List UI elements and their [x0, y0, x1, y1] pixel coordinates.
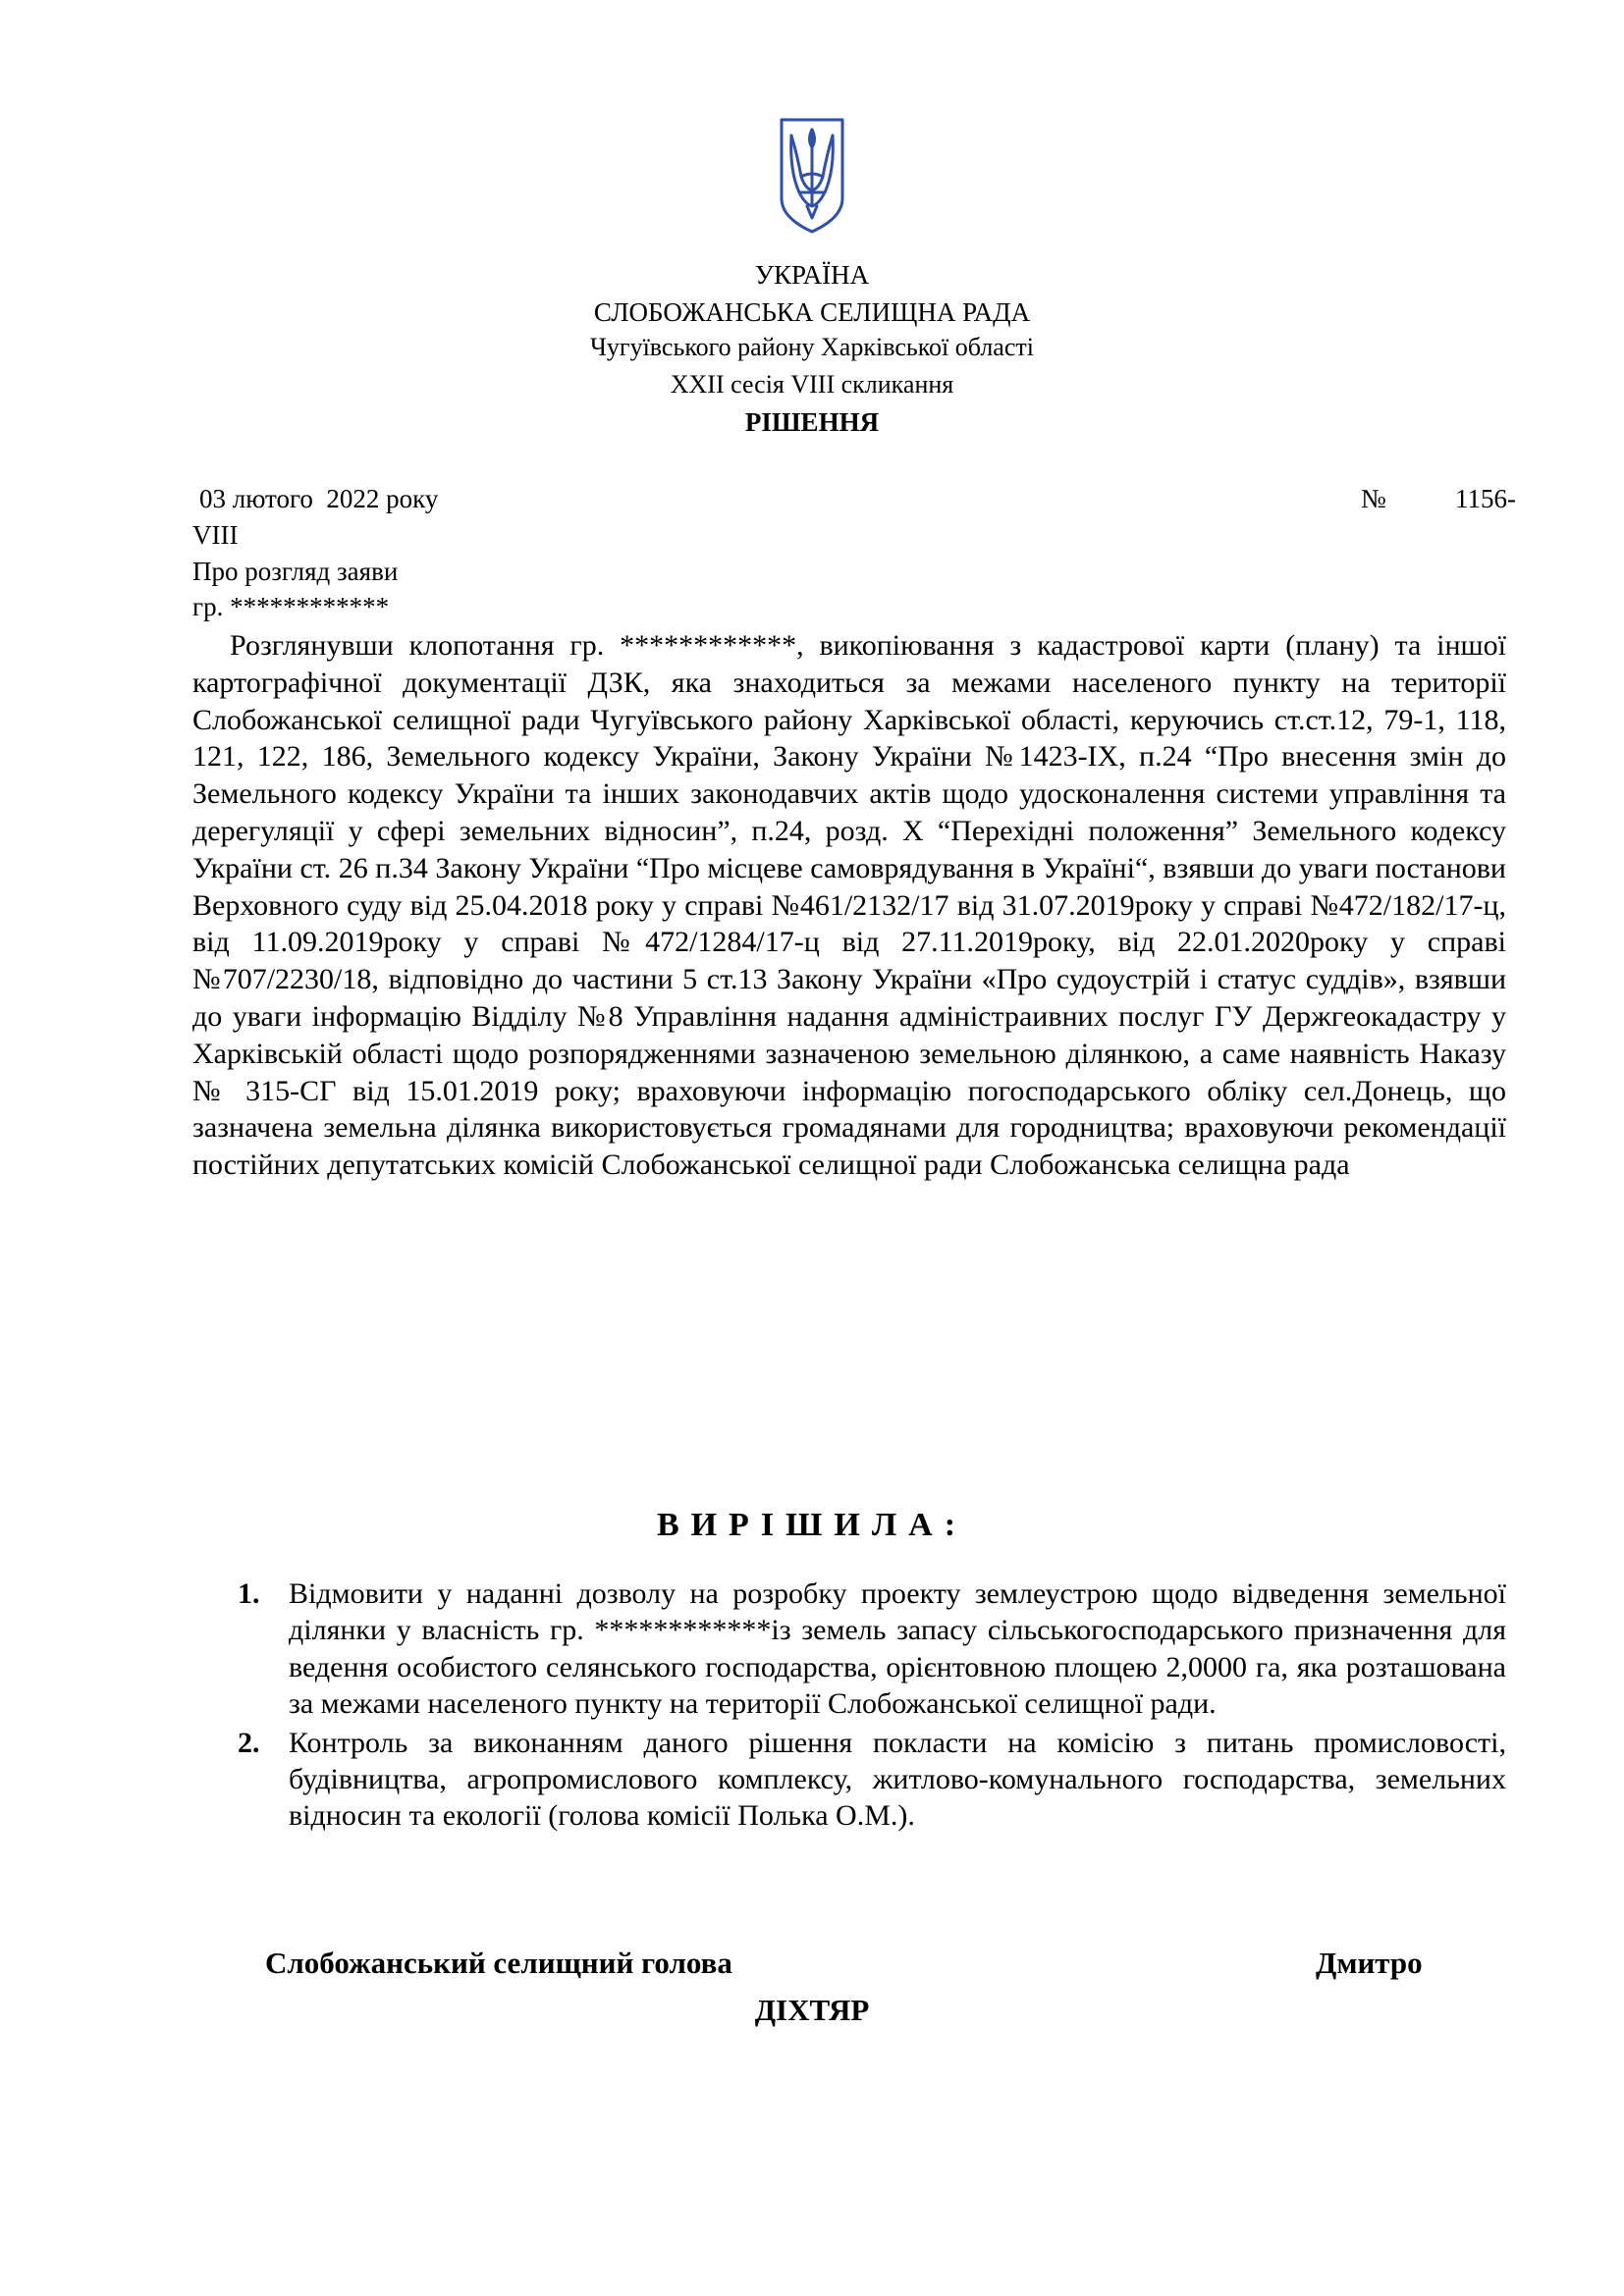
decision-number: 1156- — [1455, 484, 1516, 513]
header-council: СЛОБОЖАНСЬКА СЕЛИЩНА РАДА — [593, 297, 1031, 327]
coat-of-arms-icon — [778, 116, 846, 236]
signature-last-name: ДІХТЯР — [754, 1993, 870, 2027]
clauses-list — [192, 1575, 1506, 1837]
decision-number-convocation: VIII — [192, 520, 239, 550]
preamble-paragraph: Розглянувши клопотання гр. ************, викопіювання з кадастрової карти (плану) та іншої картографічної документації ДЗК, яка знаходиться за межами населеного пункту на території Слобожанської селищної ради Чугуївського району Харківської області, керуючись ст.ст.12, 79-1, 118, 121, 122, 186, Земельного кодексу України, Закону України №1423-IX, п.24 “Про внесення змін до Земельного кодексу України та інших законодавчих актів щодо удосконалення системи управління та дерегуляції у сфері земельних відносин”, п.24, розд. Х “Перехідні положення” Земельного кодексу України ст. 26 п.34 Закону України “Про місцеве самоврядування в Україні“, взявши до уваги постанови Верховного суду від 25.04.2018 року у справі №461/2132/17 від 31.07.2019року у справі №472/182/17-ц, від 11.09.2019року у справі №472/1284/17-ц від 27.11.2019року, від 22.01.2020року у справі №707/2230/18, відповідно до частини 5 ст.13 Закону України «Про судоустрій і статус суддів», взявши до уваги інформацію Відділу №8 Управління надання адміністраивних послуг ГУ Держгеокадастру у Харківській області щодо розпорядженнями зазначеною земельною ділянкою, а саме наявність Наказу № 315-СГ від 15.01.2019 року; враховуючи інформацію погосподарського обліку сел.Донець, що зазначена земельна ділянка використовується громадянами для городництва; враховуючи рекомендації постійних депутатських комісій Слобожанської селищної ради Слобожанська селищна рада — [192, 629, 1506, 1182]
number-sign: № — [1361, 484, 1386, 513]
clause-number: 2. — [238, 1726, 260, 1759]
subject-line-1: Про розгляд заяви — [192, 557, 399, 586]
clause-item — [192, 1575, 1506, 1723]
clause-number: 1. — [238, 1577, 260, 1610]
clause-text: Відмовити у наданні дозволу на розробку проекту землеустрою щодо відведення земельної ділянки у власність гр. ************із земель запасу сільськогосподарського призначення для ведення особистого селянського господарства, орієнтовною площею 2,0000 га, яка розташована за межами населеного пункту на території Слобожанської селищної ради. — [289, 1577, 1506, 1721]
header-country: УКРАЇНА — [754, 260, 870, 290]
header-session: XXII сесія VIII скликання — [670, 370, 954, 399]
resolve-heading: ВИРІШИЛА: — [656, 1507, 968, 1543]
signature-title: Слобожанський селищний голова — [265, 1946, 732, 1980]
document-type-title: РІШЕННЯ — [744, 407, 880, 437]
clause-item — [192, 1725, 1506, 1835]
signature-first-name: Дмитро — [1316, 1946, 1423, 1980]
subject-line-2: гр. ************ — [192, 592, 390, 621]
clause-text: Контроль за виконанням даного рішення покласти на комісію з питань промисловості, будівництва, агропромислового комплексу, житлово-комунального господарства, земельних відносин та екології (голова комісії Полька О.М.). — [289, 1726, 1506, 1833]
header-district: Чугуївського району Харківської області — [590, 333, 1034, 361]
decision-date: 03 лютого 2022 року — [199, 484, 439, 513]
